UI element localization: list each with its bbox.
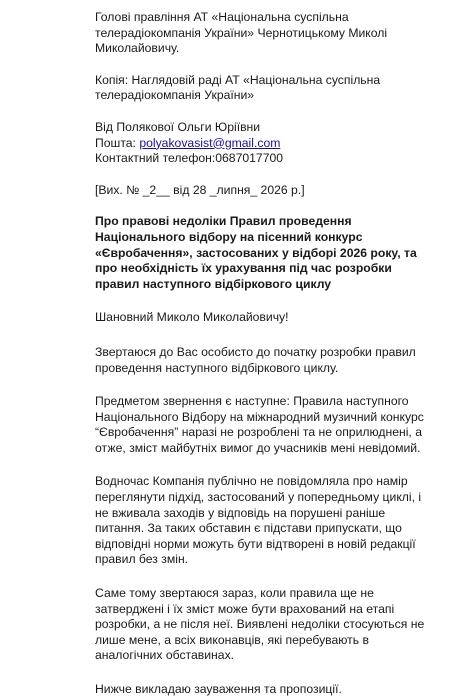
body-line: відповідні норми можуть бути відтворені в новій редакції [95, 536, 416, 551]
sender-phone: Контактний телефон:0687017700 [95, 151, 284, 166]
body-paragraph-3 [95, 474, 422, 568]
body-line: Нижче викладаю зауваження та пропозиції. [95, 682, 342, 696]
body-line: питання. За таких обставин є підстави припускати, що [95, 521, 402, 536]
body-line: аналогічних обставинах. [95, 648, 235, 663]
body-line: “Євробачення” наразі не розроблені та не оприлюднені, а [95, 425, 422, 440]
email-label: Пошта: [95, 135, 140, 150]
greeting [95, 310, 404, 326]
body-paragraph-4 [95, 586, 425, 664]
body-line: проведення наступного відбіркового циклу. [95, 360, 339, 375]
greeting-line: Шановний Миколо Миколайовичу! [95, 310, 289, 325]
body-line: не вживала заходів у відповідь на порушені раніше [95, 505, 386, 520]
email-link[interactable]: polyakovasist@gmail.com [139, 135, 281, 150]
letter-title [95, 214, 417, 292]
body-line: правил без змін. [95, 552, 189, 567]
title-line: «Євробачення», застосованих у відборі 2026 року, та [95, 245, 417, 260]
copy-block [95, 73, 404, 104]
sender-name: Від Полякової Ольги Юріївни [95, 119, 261, 134]
reference-line: [Вих. № _2__ від 28 _липня_ 2026 р.] [95, 182, 305, 197]
body-line: Звертаюся до Вас особисто до початку розробки правил [95, 344, 416, 359]
body-line: переглянути підхід, застосований у попередньому циклі, і [95, 490, 422, 505]
body-paragraph-2 [95, 394, 424, 456]
addressee-line: Голові правління АТ «Національна суспільна [95, 10, 349, 24]
body-line: Саме тому звертаюся зараз, коли правила ще не [95, 586, 374, 601]
body-paragraph-1 [95, 344, 416, 376]
title-line: Про правові недоліки Правил проведення [95, 214, 352, 229]
addressee-block [95, 10, 404, 57]
body-line: Водночас Компанія публічно не повідомляла про намір [95, 474, 408, 489]
body-paragraph-5 [95, 682, 404, 698]
body-line: затверджені і їх зміст може бути врахований на етапі [95, 601, 395, 616]
addressee-line: телерадіокомпанія України» Чернотицькому Миколі [95, 25, 388, 40]
addressee-line: Миколайовичу. [95, 41, 180, 56]
sender-email-line [95, 136, 404, 152]
copy-line: телерадіокомпанія України» [95, 88, 255, 103]
title-line: правил наступного відбіркового циклу [95, 276, 332, 291]
copy-line: Копія: Наглядовій раді АТ «Національна суспільна [95, 72, 381, 87]
body-line: лише мене, а всіх виконавців, які перебувають в [95, 632, 369, 647]
body-line: отже, зміст майбутніх вимог до учасників мені невідомий. [95, 440, 421, 455]
body-line: Предметом звернення є наступне: Правила наступного [95, 394, 409, 409]
title-line: Національного відбору на пісенний конкурс [95, 229, 363, 244]
outgoing-reference [95, 183, 404, 199]
sender-block [95, 120, 404, 167]
body-line: розробки, а не після неї. Виявлені недоліки стосуються не [95, 617, 425, 632]
body-line: Національного Відбору на міжнародний музичний конкурс [95, 409, 424, 424]
title-line: про необхідність їх урахування під час розробки [95, 261, 392, 276]
